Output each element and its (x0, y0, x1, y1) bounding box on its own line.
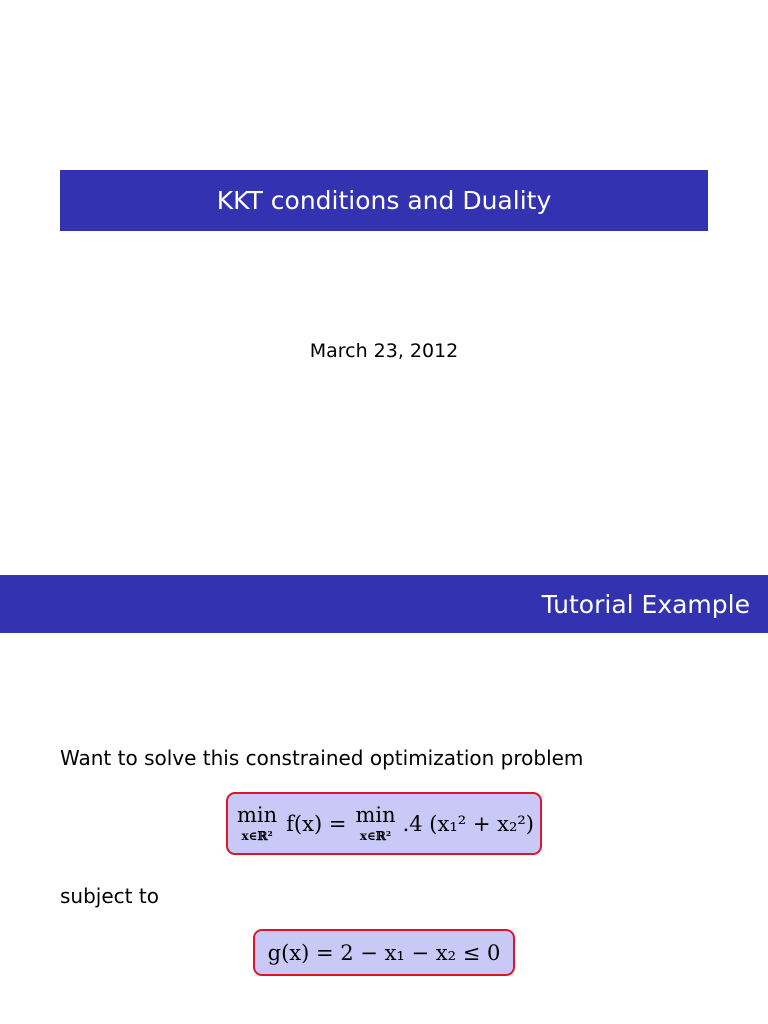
constraint-equation-box (253, 929, 515, 976)
frame-title-bar (0, 575, 768, 633)
title-box (60, 170, 708, 231)
presentation-date: March 23, 2012 (309, 340, 459, 362)
objective-function: f(x) = (286, 811, 347, 836)
slide-2 (0, 512, 768, 1024)
constraint-equation: g(x) = 2 − x₁ − x₂ ≤ 0 (267, 940, 501, 965)
min-operator-1: min x∈ℝ² (237, 803, 278, 843)
frame-title: Tutorial Example (541, 589, 750, 619)
objective-rhs: .4 (x₁² + x₂²) (402, 811, 534, 836)
presentation-title: KKT conditions and Duality (216, 186, 552, 215)
subject-to-text: subject to (60, 884, 159, 908)
objective-equation-box (226, 792, 542, 855)
intro-text: Want to solve this constrained optimization problem (60, 746, 584, 770)
min-operator-2: min x∈ℝ² (355, 803, 396, 843)
